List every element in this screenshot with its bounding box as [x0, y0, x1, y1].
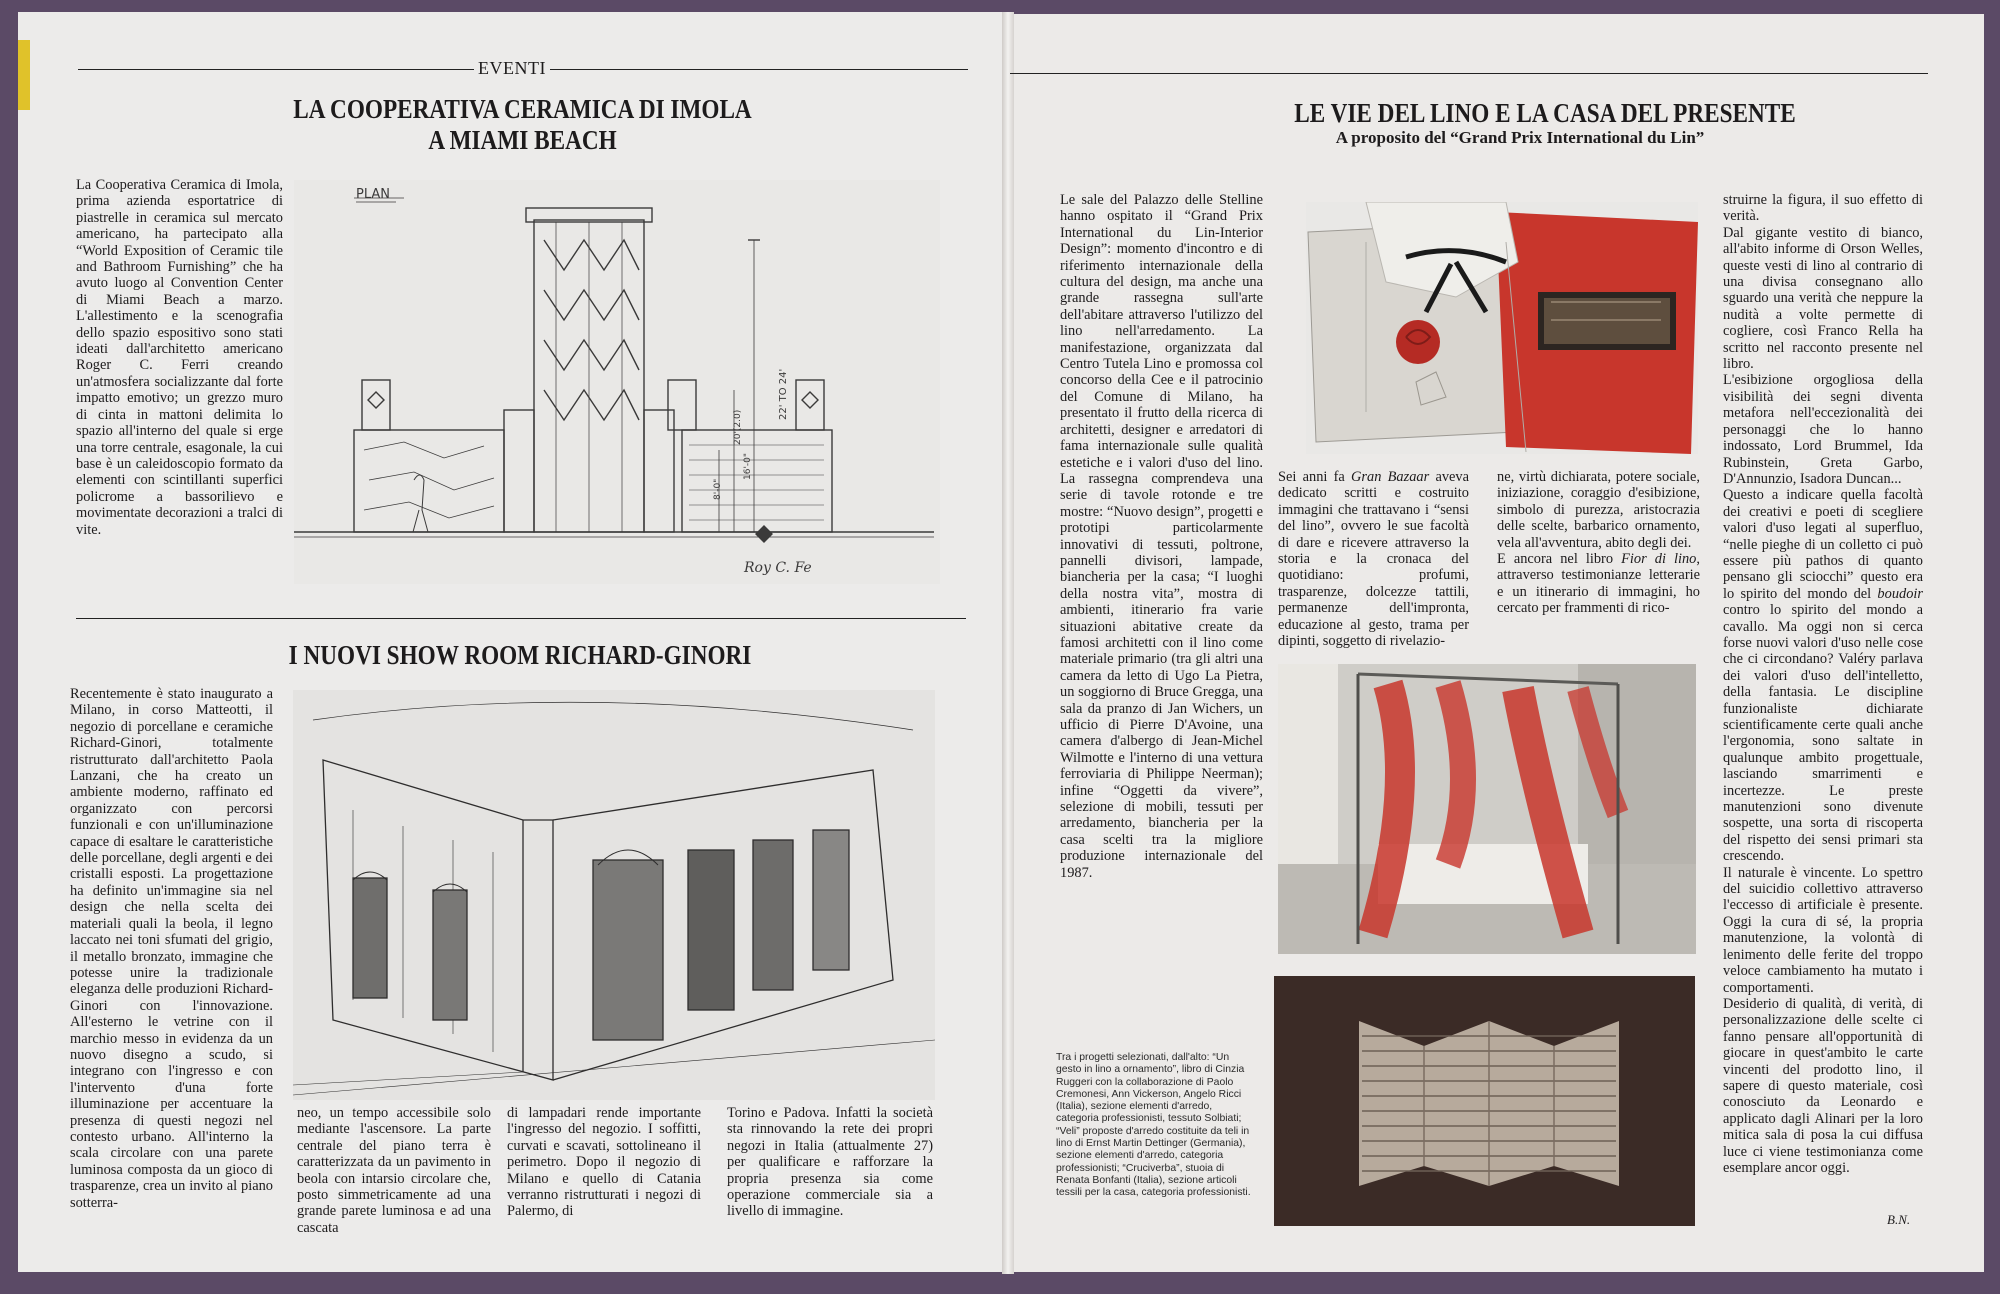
col2a-post: aveva dedicato scritti e costruito immagini che trattavano i “sensi del lino”, ovvero le sue facoltà di dare e ricevere attraverso la storia e la cronaca del quotidiano: profumi, trasparenze, dolcezze tattili, permanenze dell'impronta, educazione al gesto, trama per dipinti, soggetto di rivelazio-: [1278, 469, 1469, 650]
showroom-render: [293, 690, 935, 1100]
article1-title-line2: A MIAMI BEACH: [428, 125, 617, 155]
article1-title: [245, 94, 800, 156]
drawing-signature: Roy C. Fe: [744, 560, 812, 576]
drawing-dim-1: 22' TO 24': [778, 368, 789, 420]
section-label: EVENTI: [474, 58, 550, 79]
photo-caption: Tra i progetti selezionati, dall'alto: “Un gesto in lino a ornamento”, libro di Cinzia Ruggeri con la collaborazione di Paolo Cremonesi, Ann Vickerson, Angelo Ricci (Italia), sezione elementi d'arredo, categoria professionisti, tessuto Solbiati; “Veli” proposte d'arredo costituite da teli in lino di Ernst Martin Dettinger (Germania), sezione elementi d'arredo, categoria professionisti; “Cruciverba”, stuoia di Renata Bonfanti (Italia), sezione articoli tessili per la casa, categoria professionisti.: [1056, 1052, 1251, 1199]
drawing-dim-2: 16'-0": [743, 452, 753, 480]
col2b-p1: ne, virtù dichiarata, potere sociale, iniziazione, coraggio d'esibizione, simbolo di purezza, aristocrazia delle scelte, barbarico ornamento, vela all'avventura, abito degli dei.: [1497, 469, 1700, 551]
article3-col2a: [1278, 469, 1469, 649]
article2-title: I NUOVI SHOW ROOM RICHARD-GINORI: [288, 640, 752, 670]
col4-p4-pre: Questo a indicare quella facoltà dei creativi e poeti di scegliere valori d'uso legati al superfluo, “nelle pieghe di un colletto ci può essere più pathos di quanto pensano gli sciocchi” questo era lo spirito del mondo del: [1723, 487, 1923, 602]
article-divider-rule: [76, 618, 966, 619]
page-edge-tab: [18, 40, 30, 110]
drawing-dim-3: 20'(2.0): [733, 409, 743, 445]
col4-p6: Desiderio di qualità, di verità, di personalizzazione delle scelte ci fanno pensare all'opportunità di giocare in quest'ambito le carte vincenti del prodotto lino, il sapere di questo materiale, così conosciuto da Leonardo e applicato dagli Alinari per la loro mitica sala di posa la cui diffusa luce ci viene testimonianza come esemplare ancor oggi.: [1723, 995, 1923, 1176]
article1-body: La Cooperativa Ceramica di Imola, prima azienda esportatrice di piastrelle in ceramica sul mercato americano, ha partecipato alla “World Exposition of Ceramic tile and Bathroom Furnishing” che ha avuto luogo al Convention Center di Miami Beach a marzo. L'allestimento e la scenografia dello spazio espositivo sono stati ideati dall'architetto americano Roger C. Ferri creando un'atmosfera socializzante dal forte impatto emotivo; un grezzo muro di cinta in mattoni delimita lo spazio all'interno del quale si erge una torre centrale, esagonale, la cui base è un caleidoscopio formato da elementi con scintillanti superfici policrome a bassorilievo e movimentate decorazioni a tralci di vite.: [76, 177, 283, 538]
article3-col1: Le sale del Palazzo delle Stelline hanno ospitato il “Grand Prix International du Lin-Interior Design”: momento d'incontro e di riferimento internazionale della cultura del design, ma anche una grande rassegna sull'arte dell'abitare attraverso l'utilizzo del lino nell'arredamento. La manifestazione, organizzata dal Centro Tutela Lino e promossa col concorso della Cee e il patrocinio del Comune di Milano, ha presentato il frutto della ricerca di architetti, designer e arredatori di fama internazionale sulle qualità estetiche e i valori d'uso del lino. La rassegna comprendeva una serie di tavole rotonde e tre mostre: “Nuovo design”, progetti e prototipi particolarmente innovativi di tessuti, poltrone, pannelli divisori, lampade, biancheria per la casa; “I luoghi della nostra vita”, mostra di ambienti, itinerario fra varie situazioni abitative create da famosi architetti con il lino come materiale primario (tra gli altri una camera da letto di Ugo La Pietra, un soggiorno di Bruce Gregga, una sala da pranzo di Jan Wichers, un ufficio di Pierre D'Avoine, una camera d'albergo di Jean-Michel Wilmotte e l'interno di una vettura ferroviaria di Philippe Neerman); infine “Oggetti da vivere”, selezione di mobili, tessuti per arredamento, biancheria per la casa scelti tra la migliore produzione internazionale del 1987.: [1060, 192, 1263, 881]
article2-col3: di lampadari rende importante l'ingresso del negozio. I soffitti, curvati e scavati, sottolineano il perimetro. Dopo il negozio di Milano e quello di Catania verranno ristrutturati i negozi di Palermo, di: [507, 1105, 701, 1220]
spine-gutter: [1002, 12, 1014, 1274]
drawing-label: PLAN: [356, 187, 390, 202]
col2a-pre: Sei anni fa: [1278, 469, 1352, 485]
col2b-p2-italic: Fior di lino: [1621, 551, 1697, 568]
cruciverba-rug-photo: [1274, 976, 1695, 1226]
article2-col1: Recentemente è stato inaugurato a Milano, in corso Matteotti, il negozio di porcellane e ceramiche Richard-Ginori, totalmente ristrutturato dall'architetto Paola Lanzani, che ha creato un ambiente moderno, raffinato ed organizzato con percorsi funzionali e con un'illuminazione capace di esaltare le caratteristiche delle porcellane, degli argenti e dei cristalli esposti. La progettazione ha definito un'immagine sia nel design che nella scelta dei materiali quali la beola, il legno laccato nei toni sfumati del grigio, il metallo bronzato, immagine che potesse unire la tradizionale eleganza delle produzioni Richard-Ginori con l'innovazione. All'esterno le vetrine con il marchio messo in evidenza da un nuovo disegno a scudo, si integrano con l'ingresso e con l'intervento d'una forte illuminazione per accentuare la presenza di questi negozi nel contesto urbano. All'interno la scala circolare con una parete luminosa composta da un gioco di trasparenze, crea un invito al piano sotterra-: [70, 686, 273, 1211]
veli-bedroom-photo: [1278, 664, 1696, 954]
article2-col2: neo, un tempo accessibile solo mediante l'ascensore. La parte centrale del piano terra è caratterizzata da un pavimento in beola con intarsio circolare che, posto simmetricamente ad una grande parete luminosa e ad una cascata: [297, 1105, 491, 1236]
col2a-italic: Gran Bazaar: [1351, 469, 1430, 485]
article1-title-line1: LA COOPERATIVA CERAMICA DI IMOLA: [293, 94, 752, 124]
col4-p2: Dal gigante vestito di bianco, all'abito informe di Orson Welles, queste vesti di lino al contrario di una divisa consegnano allo sguardo una verità che neppure la nudità a volte permette di cogliere, così Franco Rella ha scritto nel racconto presente nel libro.: [1723, 224, 1923, 373]
article3-col2b: [1497, 469, 1700, 617]
article3-subtitle: A proposito del “Grand Prix International du Lin”: [1335, 128, 1705, 147]
drawing-dim-4: 8'-0": [713, 478, 723, 500]
article3-title: LE VIE DEL LINO E LA CASA DEL PRESENTE: [1294, 98, 1796, 128]
col4-p4: [1723, 487, 1923, 864]
cruciverba-image: [1274, 976, 1695, 1226]
booth-sketch: [294, 180, 940, 584]
showroom-sketch: [293, 690, 935, 1100]
linen-book-image: [1306, 202, 1698, 454]
header-rule-right: [1010, 73, 1928, 74]
booth-plan-drawing: [294, 180, 940, 584]
col4-p4-post: contro lo spirito del mondo a cavallo. Ma oggi non si cerca forse nuovi valori d'uso nelle cose che ci circondano? Valéry parlava dei valori d'uso dell'intelletto, della fantasia. Le discipline funzionaliste dichiarate scientificamente certe quali anche l'ergonomia, sono saltate in qualunque ambito progettuale, lasciando smarrimenti e incertezze. Le preste manutenzioni sono divenute sospette, una sorta di riscoperta del rispetto dei sensi primari sta crescendo.: [1723, 602, 1923, 865]
col4-p5: Il naturale è vincente. Lo spettro del suicidio collettivo attraverso l'eccesso di artificiale è presente. Oggi la cura di sé, la propria manutenzione, la volontà di lenimento delle ferite del troppo veloce cambiamento ha mutato i comportamenti.: [1723, 864, 1923, 996]
col4-p1: struirne la figura, il suo effetto di verità.: [1723, 192, 1923, 225]
author-signature: B.N.: [1887, 1212, 1911, 1227]
col4-p4-italic: boudoir: [1877, 585, 1923, 602]
col2b-p2-pre: E ancora nel libro: [1497, 551, 1622, 568]
veli-image: [1278, 664, 1696, 954]
col4-p3: L'esibizione orgogliosa della visibilità dei segni diventa metafora nell'eccezionalità dei personaggi che lo hanno indossato, Lord Brummel, Ida Rubinstein, Greta Garbo, D'Annunzio, Isadora Duncan...: [1723, 372, 1923, 487]
article3-col4: [1723, 192, 1923, 1176]
col2b-p2-post: , attraverso testimonianze letterarie e un itinerario di immagini, ho cercato per frammenti di rico-: [1497, 551, 1700, 617]
col2b-p2: [1497, 551, 1700, 617]
article2-col4: Torino e Padova. Infatti la società sta rinnovando la rete dei propri negozi in Italia (attualmente 27) per qualificare e rafforzare la propria presenza sia come operazione commerciale sia a livello di immagine.: [727, 1105, 933, 1220]
linen-book-photo: [1306, 202, 1698, 454]
